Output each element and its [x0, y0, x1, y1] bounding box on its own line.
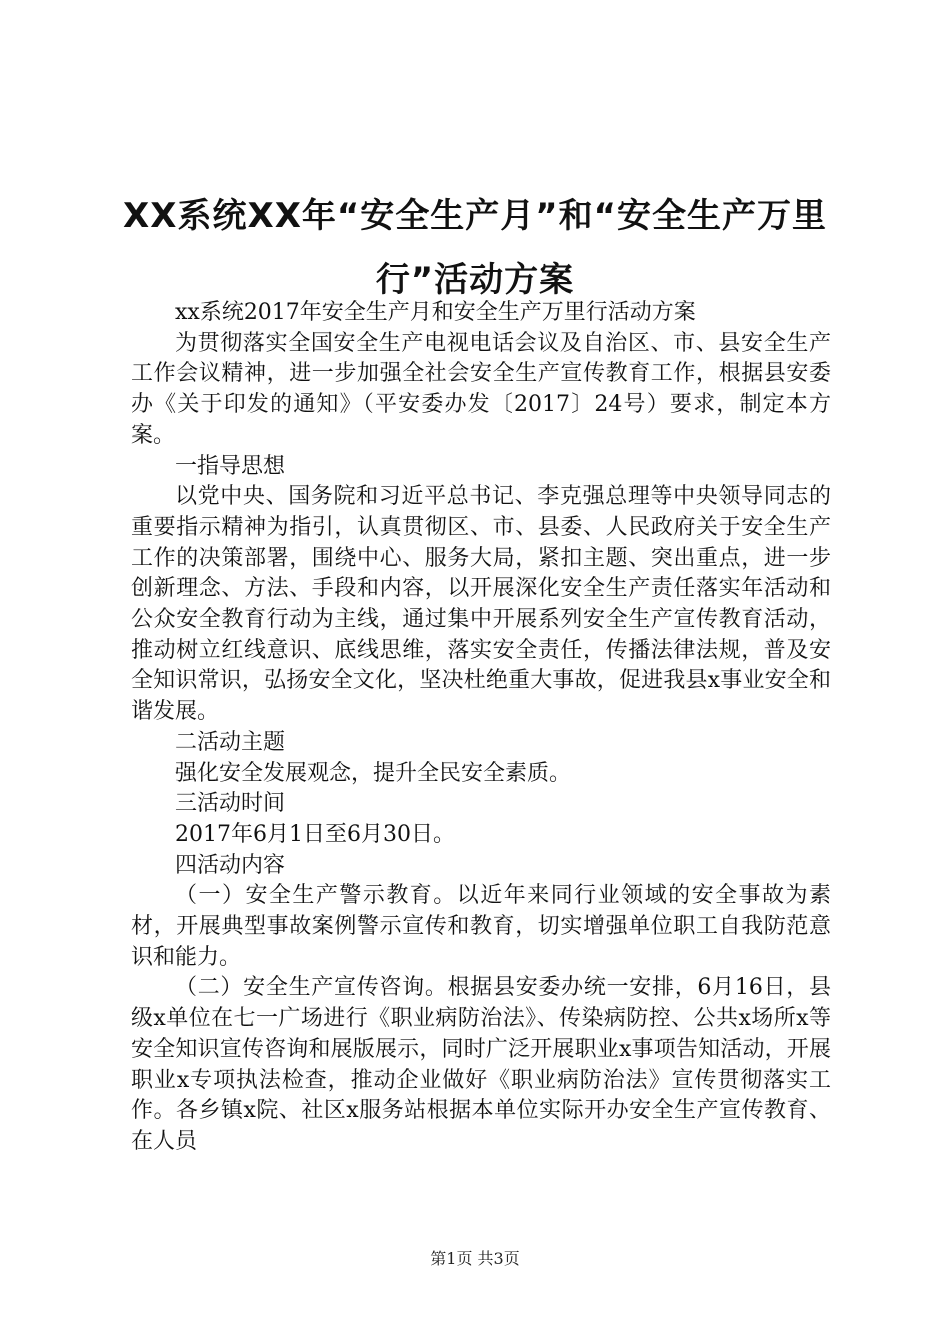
section-heading-activity-theme: 二活动主题: [175, 729, 286, 755]
document-body: [131, 298, 831, 1158]
content-item-publicity-consultation: （二）安全生产宣传咨询。根据县安委办统一安排，6月16日，县级x单位在七一广场进行《职业病防治法》、传染病防控、公共x场所x等安全知识宣传咨询和展版展示，同时广泛开展职业x事项告知活动，开展职业x专项执法检查，推动企业做好《职业病防治法》宣传贯彻落实工作。各乡镇x院、社区x服务站根据本单位实际开办安全生产宣传教育、在人员: [131, 975, 831, 1154]
section-heading-activity-content: 四活动内容: [175, 852, 286, 878]
document-subtitle: xx系统2017年安全生产月和安全生产万里行活动方案: [175, 300, 696, 325]
section-heading-activity-time: 三活动时间: [175, 791, 286, 817]
content-item-warning-education: （一）安全生产警示教育。以近年来同行业领域的安全事故为素材，开展典型事故案例警示宣传和教育，切实增强单位职工自我防范意识和能力。: [131, 883, 831, 970]
section-heading-guiding-ideology: 一指导思想: [175, 453, 286, 479]
intro-paragraph: 为贯彻落实全国安全生产电视电话会议及自治区、市、县安全生产工作会议精神，进一步加强全社会安全生产宣传教育工作，根据县安委办《关于印发的通知》（平安委办发〔2017〕24号）要求，制定本方案。: [131, 330, 831, 448]
section-body-activity-theme: 强化安全发展观念，提升全民安全素质。: [175, 760, 572, 786]
page-footer: 第1页 共3页: [430, 1249, 520, 1268]
section-body-activity-time: 2017年6月1日至6月30日。: [175, 821, 455, 847]
section-body-guiding-ideology: 以党中央、国务院和习近平总书记、李克强总理等中央领导同志的重要指示精神为指引，认真贯彻区、市、县委、人民政府关于安全生产工作的决策部署，围绕中心、服务大局，紧扣主题、突出重点，进一步创新理念、方法、手段和内容，以开展深化安全生产责任落实年活动和公众安全教育行动为主线，通过集中开展系列安全生产宣传教育活动，推动树立红线意识、底线思维，落实安全责任，传播法律法规，普及安全知识常识，弘扬安全文化，坚决杜绝重大事故，促进我县x事业安全和谐发展。: [131, 484, 831, 725]
document-title: XX系统XX年“安全生产月”和“安全生产万里行”活动方案: [123, 196, 827, 300]
